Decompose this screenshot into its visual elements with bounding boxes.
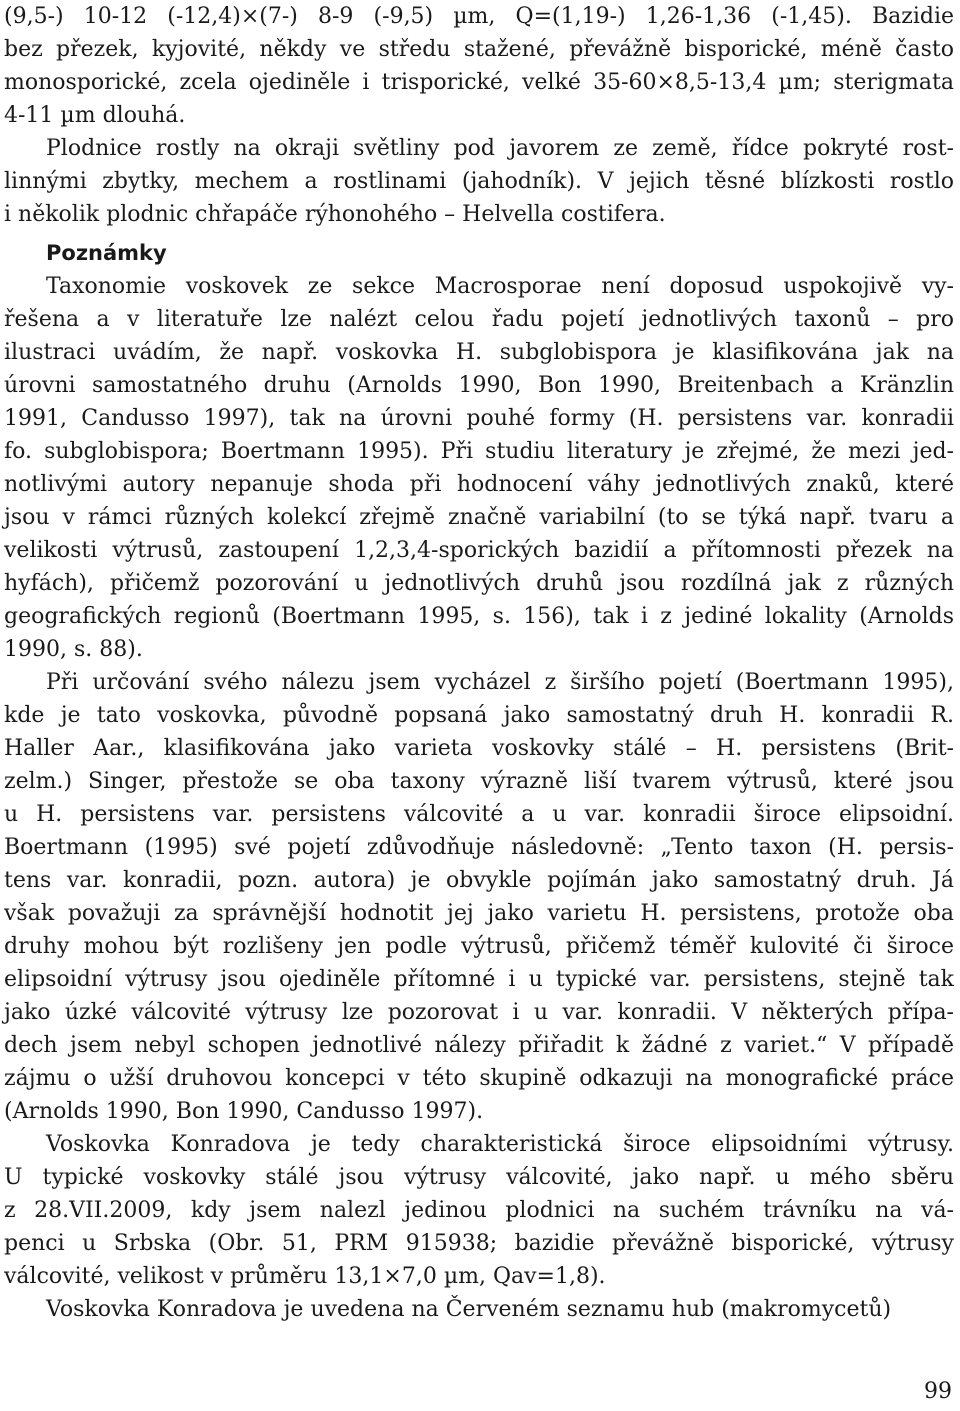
- text-line: však považuji za správnější hodnotit jej jako varietu H. persistens, protože oba: [4, 901, 954, 926]
- text-line: (9,5-) 10-12 (-12,4)×(7-) 8-9 (-9,5) µm, Q=(1,19-) 1,26-1,36 (-1,45). Bazidie: [4, 4, 954, 29]
- text-line: geografických regionů (Boertmann 1995, s. 156), tak i z jediné lokality (Arnolds: [4, 604, 954, 629]
- paragraph-red-list: [4, 1293, 954, 1326]
- text-line: bez přezek, kyjovité, někdy ve středu stažené, převážně bisporické, méně často: [4, 37, 954, 62]
- text-line: tens var. konradii, pozn. autora) je obvykle pojímán jako samostatný druh. Já: [4, 868, 954, 893]
- text-line: u H. persistens var. persistens válcovité a u var. konradii široce elipsoidní.: [4, 802, 954, 827]
- paragraph-taxonomy: [4, 270, 954, 666]
- text-line: velikosti výtrusů, zastoupení 1,2,3,4-sporických bazidií a přítomnosti přezek na: [4, 538, 954, 563]
- text-line: i několik plodnic chřapáče rýhonohého – Helvella costifera.: [4, 202, 666, 227]
- text-line: dech jsem nebyl schopen jednotlivé nálezy přiřadit k žádné z variet.“ V případě: [4, 1033, 954, 1058]
- text-line: Taxonomie voskovek ze sekce Macrosporae není doposud uspokojivě vy-: [46, 274, 954, 299]
- text-line: 1990, s. 88).: [4, 637, 143, 662]
- text-line: kde je tato voskovka, původně popsaná jako samostatný druh H. konradii R.: [4, 703, 954, 728]
- text-line: (Arnolds 1990, Bon 1990, Candusso 1997).: [4, 1099, 484, 1124]
- text-line: Při určování svého nálezu jsem vycházel z širšího pojetí (Boertmann 1995),: [46, 670, 954, 695]
- text-line: Voskovka Konradova je tedy charakteristická široce elipsoidními výtrusy.: [46, 1132, 954, 1157]
- paragraph-description-continued: [4, 0, 954, 132]
- text-line: notlivými autory nepanuje shoda při hodnocení váhy jednotlivých znaků, které: [4, 472, 954, 497]
- paragraph-characteristics: [4, 1128, 954, 1293]
- text-line: válcovité, velikost v průměru 13,1×7,0 µm, Qav=1,8).: [4, 1264, 606, 1289]
- text-line: monosporické, zcela ojediněle i trisporické, velké 35-60×8,5-13,4 µm; sterigmata: [4, 70, 954, 95]
- text-line: řešena a v literatuře lze nalézt celou řadu pojetí jednotlivých taxonů – pro: [4, 307, 954, 332]
- text-line: fo. subglobispora; Boertmann 1995). Při studiu literatury je zřejmé, že mezi jed-: [4, 439, 954, 464]
- text-line: linnými zbytky, mechem a rostlinami (jahodník). V jejich těsné blízkosti rostlo: [4, 169, 954, 194]
- text-line: Haller Aar., klasifikována jako varieta voskovky stálé – H. persistens (Brit-: [4, 736, 954, 761]
- text-line: zájmu o užší druhovou koncepci v této skupině odkazuji na monografické práce: [4, 1066, 954, 1091]
- text-line: hyfách), přičemž pozorování u jednotlivých druhů jsou rozdílná jak z různých: [4, 571, 954, 596]
- text-line: jako úzké válcovité výtrusy lze pozorovat i u var. konradii. V některých přípa-: [4, 1000, 954, 1025]
- text-line: 4-11 µm dlouhá.: [4, 103, 186, 128]
- text-line: Boertmann (1995) své pojetí zdůvodňuje následovně: „Tento taxon (H. persis-: [4, 835, 954, 860]
- text-line: jsou v rámci různých kolekcí zřejmě značně variabilní (to se týká např. tvaru a: [4, 505, 954, 530]
- text-line: Voskovka Konradova je uvedena na Červeném seznamu hub (makromycetů): [46, 1297, 892, 1322]
- text-line: U typické voskovky stálé jsou výtrusy válcovité, jako např. u mého sběru: [4, 1165, 954, 1190]
- paragraph-habitat: [4, 132, 954, 231]
- text-line: úrovni samostatného druhu (Arnolds 1990, Bon 1990, Breitenbach a Kränzlin: [4, 373, 954, 398]
- text-line: z 28.VII.2009, kdy jsem nalezl jedinou plodnici na suchém trávníku na vá-: [4, 1198, 954, 1223]
- page-number: 99: [924, 1379, 952, 1404]
- text-line: penci u Srbska (Obr. 51, PRM 915938; bazidie převážně bisporické, výtrusy: [4, 1231, 954, 1256]
- section-heading-notes: Poznámky: [46, 241, 167, 265]
- text-line: ilustraci uvádím, že např. voskovka H. subglobispora je klasifikována jak na: [4, 340, 954, 365]
- paragraph-identification: [4, 666, 954, 1128]
- text-line: druhy mohou být rozlišeny jen podle výtrusů, přičemž téměř kulovité či široce: [4, 934, 954, 959]
- text-line: elipsoidní výtrusy jsou ojediněle přítomné i u typické var. persistens, stejně tak: [4, 967, 954, 992]
- text-line: 1991, Candusso 1997), tak na úrovni pouhé formy (H. persistens var. konradii: [4, 406, 954, 431]
- text-line: Plodnice rostly na okraji světliny pod javorem ze země, řídce pokryté rost-: [46, 136, 954, 161]
- text-line: zelm.) Singer, přestože se oba taxony výrazně liší tvarem výtrusů, které jsou: [4, 769, 954, 794]
- document-page: [4, 0, 954, 1326]
